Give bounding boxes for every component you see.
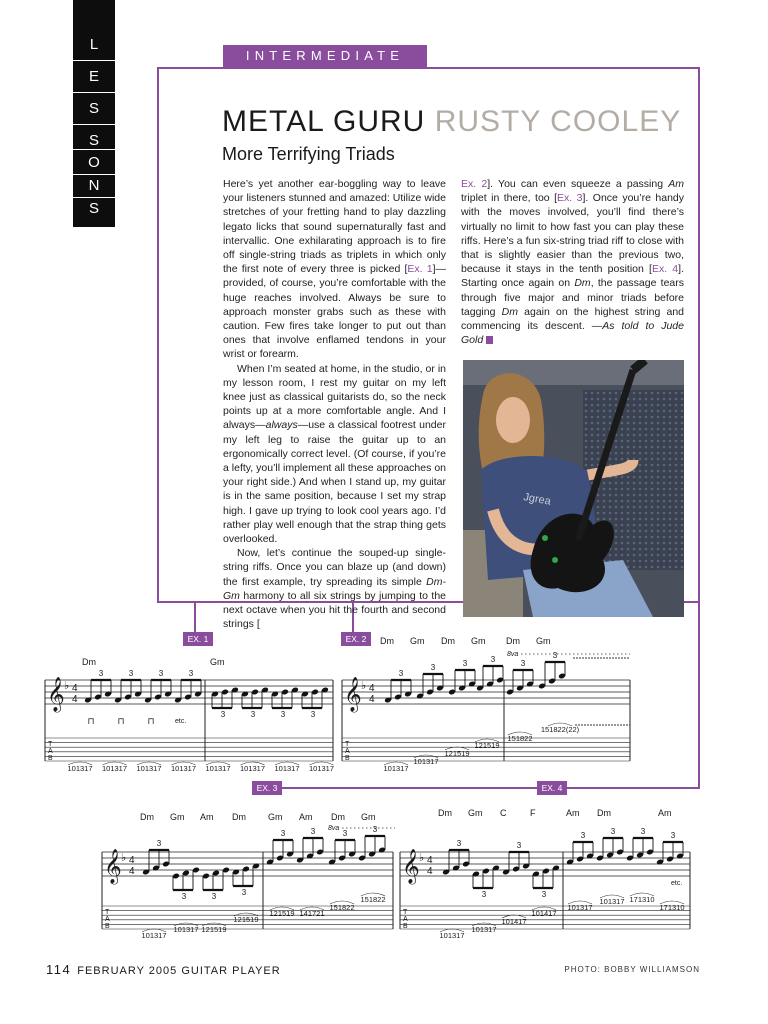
triplet-number: 3 [462,659,468,668]
treble-clef: 𝄞 [47,678,65,711]
chord-symbol: Am [658,808,672,818]
text-run: ]. Starting once again on [461,263,684,290]
chord-symbol: Dm [232,812,246,822]
text-run: ]. You can even squeeze a passing [487,178,669,190]
triplet-number: 3 [181,892,187,901]
chord-symbol: C [500,808,507,818]
tab-fret-numbers: 171310 [659,903,685,912]
tab-fret-numbers: 101317 [439,931,465,940]
emphasis: Am [668,178,684,190]
page-number: 114 [46,962,72,977]
text-run: When I’m seated at home, in the studio, or in my lesson room, I rest my guitar on my left knee just as classical guitarists do, so the neck points up at a more comfortable angle. And I always— [223,362,446,432]
ottava-marking: 8va [328,825,340,832]
page-folio [46,962,281,977]
time-signature-bottom: 4 [427,866,433,877]
tab-fret-numbers: 101317 [101,764,128,773]
triplet-number: 3 [158,669,164,678]
flat-sign: ♭ [121,852,127,864]
triplet-number: 3 [398,669,404,678]
triplet-number: 3 [310,710,316,719]
ex3-label: EX. 3 [252,781,282,795]
tab-fret-numbers: 101317 [173,925,199,934]
time-signature-top: 4 [129,855,135,866]
example-2-reference: Ex. 2 [461,178,488,190]
text-run: again on the highest string and commencing its descent. — [461,305,684,333]
text-run: triplet in there, too [ [461,192,558,205]
tab-fret-numbers: 101317 [599,897,625,906]
ex4-label: EX. 4 [537,781,567,795]
tab-letter-t: T [403,909,408,916]
headline-name: RUSTY COOLEY [434,105,682,138]
chord-symbol: Dm [597,808,611,818]
treble-clef: 𝄞 [402,850,420,883]
chord-symbol: F [530,808,536,818]
triplet-number: 3 [640,827,646,836]
triplet-number: 3 [490,655,496,664]
headline-main: METAL GURU [222,105,426,138]
section-tab-letter: S [88,100,99,117]
ex1-label: EX. 1 [183,632,213,646]
text-run: ]—provided, of course, you’re comfortable with the huge reaches involved. Always be sure to approach monster grabs such as these with caution. Few fires take longer to put out than ones that involve enflamed tendons in your wrist or forearm. [223,263,446,361]
time-signature-top: 4 [72,683,78,694]
triplet-number: 3 [156,839,162,848]
triplet-number: 3 [220,710,226,719]
chord-symbol: Dm [441,636,455,646]
triplet-number: 3 [372,825,378,834]
tab-fret-numbers: 141721 [299,909,325,918]
issue-line: FEBRUARY 2005 GUITAR PLAYER [77,965,281,977]
ex2-label: EX. 2 [341,632,371,646]
triplet-number: 3 [250,710,256,719]
triplet-number: 3 [211,892,217,901]
section-tab-letter: N [88,177,100,194]
tab-fret-numbers: 101317 [67,764,93,773]
chord-symbol: Dm [438,808,452,818]
ottava-marking: 8va [507,651,519,658]
treble-clef: 𝄞 [104,850,122,883]
tab-letter-a: A [345,748,350,755]
chord-symbol: Gm [410,636,425,646]
triplet-number: 3 [520,659,526,668]
chord-symbol: Dm [82,657,96,667]
chord-symbol: Am [299,812,313,822]
triplet-number: 3 [342,829,348,838]
tab-fret-numbers: 121519 [201,925,227,934]
tab-fret-numbers: 151822 [329,903,355,912]
triplet-number: 3 [430,663,436,672]
chord-symbol: Gm [468,808,483,818]
chord-symbol: Dm [506,636,520,646]
time-signature-bottom: 4 [72,694,78,705]
text-run: —use a classical footrest under my left leg to raise the guitar up to an ergonomically correct level. (Of course, if you’re a lefty, you’ll implement all these approaches on your right side.) And when I stand up, my guitar is in the same position, because I set my strap high. I gave up trying to look cool years ago. I’d rather play well enough that the strap thing gets overlooked. [223,419,446,546]
section-tab-letter: S [88,132,99,149]
triplet-number: 3 [280,829,286,838]
tab-letter-t: T [48,741,53,748]
tab-letter-t: T [105,909,110,916]
tab-fret-numbers: 171310 [629,895,655,904]
tab-fret-numbers: 101317 [136,764,162,773]
chord-symbol: Gm [471,636,486,646]
example-1-reference: Ex. 1 [407,263,433,276]
tab-fret-numbers: 101417 [531,909,557,918]
triplet-number: 3 [552,651,558,660]
time-signature-top: 4 [427,855,433,866]
byline: As told to Jude Gold [461,320,684,347]
chord-symbol: Gm [210,657,225,667]
text-run: , the passage tears through five major and minor triads before tagging [461,277,684,318]
time-signature-bottom: 4 [129,866,135,877]
tab-fret-numbers: 101317 [239,764,266,773]
triplet-number: 3 [456,839,462,848]
flat-sign: ♭ [361,680,367,692]
tab-fret-numbers: 101317 [170,764,197,773]
treble-clef: 𝄞 [344,678,362,711]
text-run: Here’s yet another ear-boggling way to leave your listeners stunned and amazed: Utilize wide stretches of your fretting hand to play dazzling legato licks that sound supernaturally fast and intervallic. One exhilarating approach is to fire off single-string triads as triplets in which only the first note of every three is picked [ [223,178,446,276]
category-banner: INTERMEDIATE [223,45,427,67]
triplet-number: 3 [670,831,676,840]
tab-letter-a: A [105,916,110,923]
text-run: ]. Once you’re handy with the moves involved, you’ll find there’s virtually no limit to how fast you can play these riffs. Here’s a fun six-string triad riff to close with that is slightly easier than the previous two, because it stays in the tenth position [ [461,192,684,276]
pick-stroke-mark: ⊓ [147,716,155,726]
tab-fret-numbers: 101317 [567,903,593,912]
tab-letter-a: A [48,748,53,755]
flat-sign: ♭ [419,852,425,864]
emphasis: Dm [574,277,591,290]
time-signature-top: 4 [369,683,375,694]
tab-fret-numbers: 101317 [413,757,439,766]
tab-fret-numbers: 101317 [274,764,300,773]
tab-fret-numbers: 151822 [360,895,386,904]
tab-fret-numbers: 121519 [233,915,259,924]
triplet-number: 3 [580,831,586,840]
time-signature-bottom: 4 [369,694,375,705]
chord-symbol: Am [566,808,580,818]
emphasis: Dm-Gm [223,575,446,602]
example-3-reference: Ex. 3 [557,192,583,205]
chord-symbol: Dm [331,812,345,822]
triplet-number: 3 [310,827,316,836]
tab-fret-numbers: 121519 [474,741,500,750]
triplet-number: 3 [280,710,286,719]
chord-symbol: Gm [268,812,283,822]
tab-fret-numbers: 121519 [269,909,295,918]
text-run: harmony to all six strings by jumping to the next octave when you hit the fourth and second strings [ [223,589,446,631]
pick-stroke-mark: ⊓ [87,716,95,726]
emphasis: always [265,419,298,432]
text-run: Now, let’s continue the souped-up single-string riffs. Once you can blaze up (and down) the first example, try spreading its simple [223,547,446,588]
triplet-number: 3 [98,669,104,678]
tab-letter-b: B [403,923,408,930]
chord-symbol: Gm [536,636,551,646]
triplet-number: 3 [188,669,194,678]
triplet-number: 3 [610,827,616,836]
section-tab-letter: L [89,36,99,53]
emphasis: Dm [501,305,518,318]
tab-letter-b: B [105,923,110,930]
tab-fret-numbers: 101417 [501,917,527,926]
tab-fret-numbers: 101317 [205,764,231,773]
etc-marking: etc. [671,880,683,887]
article-subtitle: More Terrifying Triads [222,144,395,164]
section-tab-letter: O [88,154,100,171]
chord-symbol: Dm [140,812,154,822]
tab-letter-b: B [48,755,53,762]
section-tab-letter: E [88,68,99,85]
tab-fret-numbers: 151822(22) [540,725,580,734]
photo-credit: PHOTO: BOBBY WILLIAMSON [564,965,700,974]
etc-marking: etc. [175,718,187,725]
triplet-number: 3 [241,888,247,897]
chord-symbol: Gm [361,812,376,822]
triplet-number: 3 [128,669,134,678]
tab-fret-numbers: 101317 [471,925,497,934]
triplet-number: 3 [481,890,487,899]
example-4-reference: Ex. 4 [651,263,679,276]
section-tab-letter: S [88,200,99,217]
chord-symbol: Dm [380,636,394,646]
svg-text:Jgrea: Jgrea [522,491,552,508]
chord-symbol: Am [200,812,214,822]
tab-fret-numbers: 101317 [308,764,335,773]
pick-stroke-mark: ⊓ [117,716,125,726]
tab-fret-numbers: 151822 [507,734,533,743]
tab-fret-numbers: 101317 [383,764,409,773]
triplet-number: 3 [516,841,522,850]
tab-fret-numbers: 101317 [141,931,167,940]
tab-letter-b: B [345,755,350,762]
triplet-number: 3 [541,890,547,899]
tab-fret-numbers: 121519 [444,749,470,758]
tab-letter-a: A [403,916,408,923]
chord-symbol: Gm [170,812,185,822]
tab-letter-t: T [345,741,350,748]
flat-sign: ♭ [64,680,70,692]
